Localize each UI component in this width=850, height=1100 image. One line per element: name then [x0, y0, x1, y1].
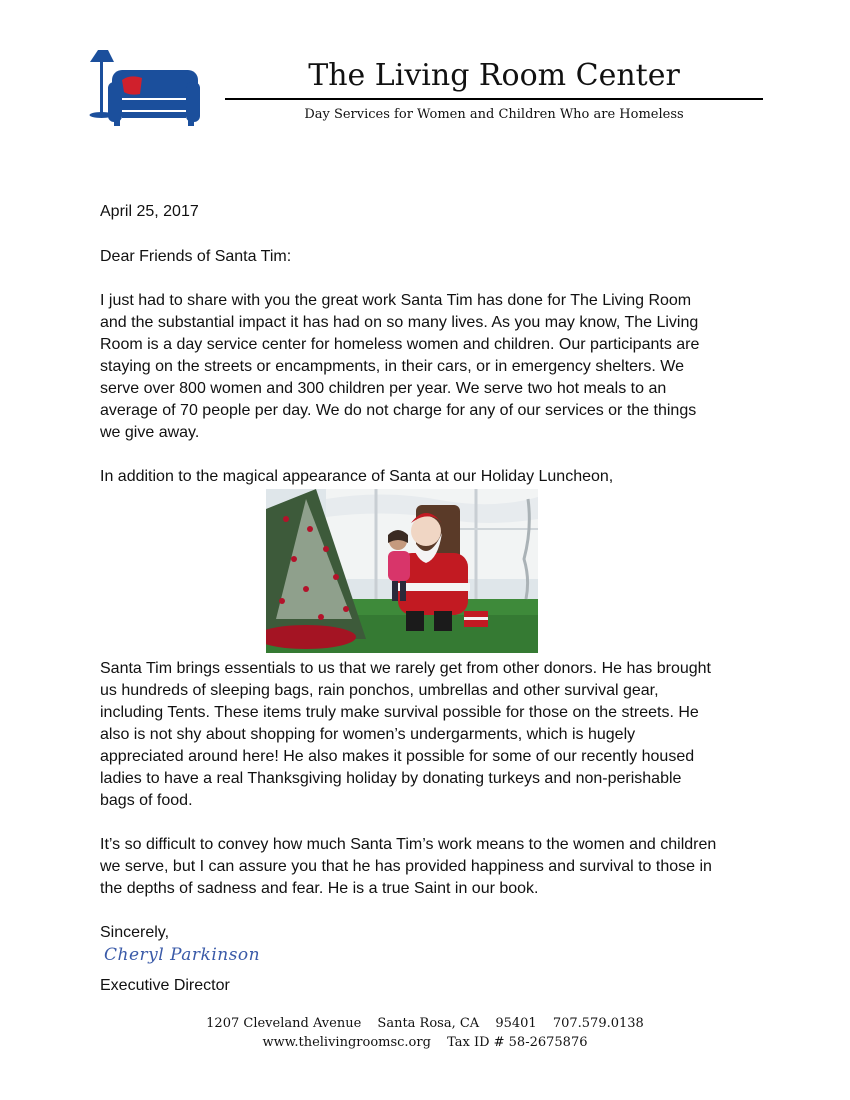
- footer-web-line: [0, 1034, 850, 1052]
- paragraph-4: [100, 834, 720, 900]
- paragraph-1: [100, 290, 720, 444]
- paragraph-1-text: I just had to share with you the great work Santa Tim has done for The Living Room and the substantial impact it has had on so many lives. As you may know, The Living Room is a day service center for homeless women and children. Our participants are staying on the streets or encampments, in their cars, or in emergency shelters. We serve over 800 women and 300 children per year. We serve two hot meals to an average of 70 people per day. We do not charge for any of our services or the things we give away.: [100, 292, 700, 441]
- logo: [86, 48, 202, 128]
- sofa-and-lamp-icon: [86, 48, 202, 128]
- paragraph-4-text: It’s so difficult to convey how much Santa Tim’s work means to the women and children we serve, but I can assure you that he has provided happiness and survival to those in the depths of sadness and fear. He is a true Saint in our book.: [100, 836, 717, 897]
- signer-title: Executive Director: [100, 977, 230, 994]
- signature: Cheryl Parkinson: [104, 945, 261, 965]
- paragraph-2: [100, 466, 720, 488]
- closing: Sincerely,: [100, 924, 170, 941]
- org-tagline: Day Services for Women and Children Who are Homeless: [304, 107, 684, 122]
- header-divider: [225, 98, 763, 100]
- org-title: The Living Room Center: [308, 58, 680, 93]
- santa-photo: [266, 489, 538, 653]
- footer-city: Santa Rosa, CA: [377, 1016, 480, 1031]
- footer-tax-id: Tax ID # 58-2675876: [447, 1035, 588, 1050]
- paragraph-3: [100, 658, 720, 812]
- footer-phone: 707.579.0138: [552, 1016, 644, 1031]
- paragraph-3-text: Santa Tim brings essentials to us that we rarely get from other donors. He has brought us hundreds of sleeping bags, rain ponchos, umbrellas and other survival gear, including Tents. These items truly make survival possible for those on the streets. He also is not shy about shopping for women’s undergarments, which is hugely appreciated around here! He also makes it possible for some of our recently housed ladies to have a real Thanksgiving holiday by donating turkeys and non-perishable bags of food.: [100, 660, 711, 809]
- footer-website: www.thelivingroomsc.org: [262, 1035, 431, 1050]
- footer-address: 1207 Cleveland Avenue: [206, 1016, 362, 1031]
- salutation: Dear Friends of Santa Tim:: [100, 248, 292, 265]
- letter-date: April 25, 2017: [100, 203, 199, 220]
- footer-zip: 95401: [495, 1016, 537, 1031]
- paragraph-2-text: In addition to the magical appearance of Santa at our Holiday Luncheon,: [100, 468, 614, 485]
- footer-address-line: [0, 1015, 850, 1033]
